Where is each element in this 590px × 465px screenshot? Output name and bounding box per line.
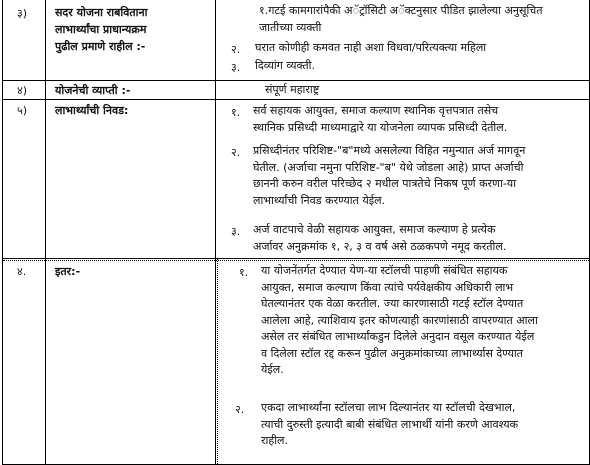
item-line: आयुक्त, समाज कल्याण किंवा त्यांचे पर्यवेक्षकीय अधिकारी लाभ <box>261 280 514 294</box>
column-divider-2-dotted <box>217 258 218 464</box>
item-line: घेतील. (अर्जाचा नमुना परिशिष्ट-"ब" येथे जोडला आहे) प्राप्त अर्जाची <box>253 160 524 174</box>
row-divider-3 <box>3 258 589 259</box>
item-line: सर्व सहायक आयुक्त, समाज कल्याण स्थानिक वृत्तपत्रात तसेच <box>253 104 499 117</box>
row-number: ४) <box>17 84 28 97</box>
item-marker: ३. <box>231 61 241 74</box>
row-label-line: सदर योजना राबविताना <box>55 6 148 19</box>
list-item <box>253 143 525 209</box>
row-label-line: पुढील प्रमाणे राहील :- <box>55 40 146 53</box>
row-number: ३) <box>17 7 28 20</box>
item-line: येईल. <box>261 363 284 376</box>
row-number: ५) <box>17 104 28 117</box>
item-line: आलेला आहे, त्याशिवाय इतर कोणत्याही कारणांसाठी वापरण्यात आला <box>261 313 538 327</box>
list-item <box>255 58 315 75</box>
scheme-table <box>2 0 590 465</box>
item-line: राहील. <box>261 434 288 447</box>
row-divider-2 <box>3 99 589 100</box>
row-label <box>55 4 215 55</box>
item-line: छाननी करुन वरील परिच्छेद २ मधील पात्रतेचे निकष पूर्ण करणा-या <box>253 177 517 190</box>
column-divider-1 <box>45 0 46 464</box>
item-line: असेल तर संबंधित लाभार्थ्यांकडुन दिलेले अनुदान वसूल करण्यात येईल <box>261 330 535 343</box>
list-item <box>261 400 518 450</box>
item-marker: २. <box>231 43 241 56</box>
item-line: दिव्यांग व्यक्ती. <box>255 59 316 72</box>
list-item <box>259 3 543 36</box>
scope-value: संपूर्ण महाराष्ट्र <box>265 83 320 96</box>
row-label <box>55 263 215 280</box>
row-label <box>55 102 215 119</box>
row-number: ४. <box>17 265 27 278</box>
item-line: घेतल्यानंतर एक वेळा करतील. ज्या कारणासाठी गटई स्टॉल देण्यात <box>261 297 524 310</box>
item-marker: ३. <box>231 225 241 238</box>
list-item <box>255 40 486 57</box>
item-line: लाभार्थ्यांची निवड करण्यात येईल. <box>253 193 386 207</box>
item-line: १.गटई कामगारांपैकी अॅट्रॉसिटी अॅक्टनुसार पीडित झालेल्या अनुसूचित <box>259 4 543 17</box>
list-item <box>253 222 506 255</box>
item-line: जातीच्या व्यक्ती <box>259 20 322 34</box>
item-line: एकदा लाभार्थ्यांना स्टॉलचा लाभ दिल्यानंतर या स्टॉलची देखभाल, <box>261 401 516 414</box>
item-line: घरात कोणीही कमवत नाही अशा विधवा/परित्यक्त्या महिला <box>255 41 487 54</box>
item-marker: २. <box>231 146 241 159</box>
row-label-line: योजनेची व्याप्ती :- <box>55 84 131 97</box>
row-divider-1 <box>3 80 589 81</box>
item-marker: १. <box>239 266 249 279</box>
row-label <box>55 82 215 99</box>
list-item <box>253 103 507 136</box>
row-divider-3-dotted <box>3 260 589 261</box>
item-line: त्याची दुरुस्ती इत्यादी बाबी संबंधित लाभार्थी यांनी करणे आवश्यक <box>261 417 519 431</box>
item-line: अर्जावर अनुक्रमांक १, २, ३ व वर्ष असे ठळकपणे नमूद करतील. <box>253 239 507 253</box>
item-line: अर्ज वाटपाचे वेळी सहायक आयुक्त, समाज कल्याण हे प्रत्येक <box>253 223 496 236</box>
row-label-line: इतर:- <box>55 265 81 278</box>
row-label-line: लाभार्थ्यांची निवड: <box>55 104 129 117</box>
item-line: व दिलेला स्टॉल रद्द करून पुढील अनुक्रमांकाच्या लाभार्थ्यास देण्यात <box>261 346 523 360</box>
item-line: या योजनेंतर्गत देण्यात येण-या स्टॉलची पाहणी संबंधित सहायक <box>261 264 508 277</box>
row-label-line: लाभार्थ्यांचा प्राधान्यक्रम <box>55 23 147 36</box>
item-line: स्थानिक प्रसिध्दी माध्यमाद्वारे या योजनेला व्यापक प्रसिध्दी देतील. <box>253 120 508 134</box>
list-item <box>261 263 538 379</box>
column-divider-2 <box>215 0 216 464</box>
item-marker: १. <box>231 106 241 119</box>
item-marker: २. <box>235 403 245 416</box>
item-line: प्रसिध्दीनंतर परिशिष्ट-"ब"मध्ये असलेल्या विहित नमुन्यात अर्ज मागवून <box>253 144 526 157</box>
